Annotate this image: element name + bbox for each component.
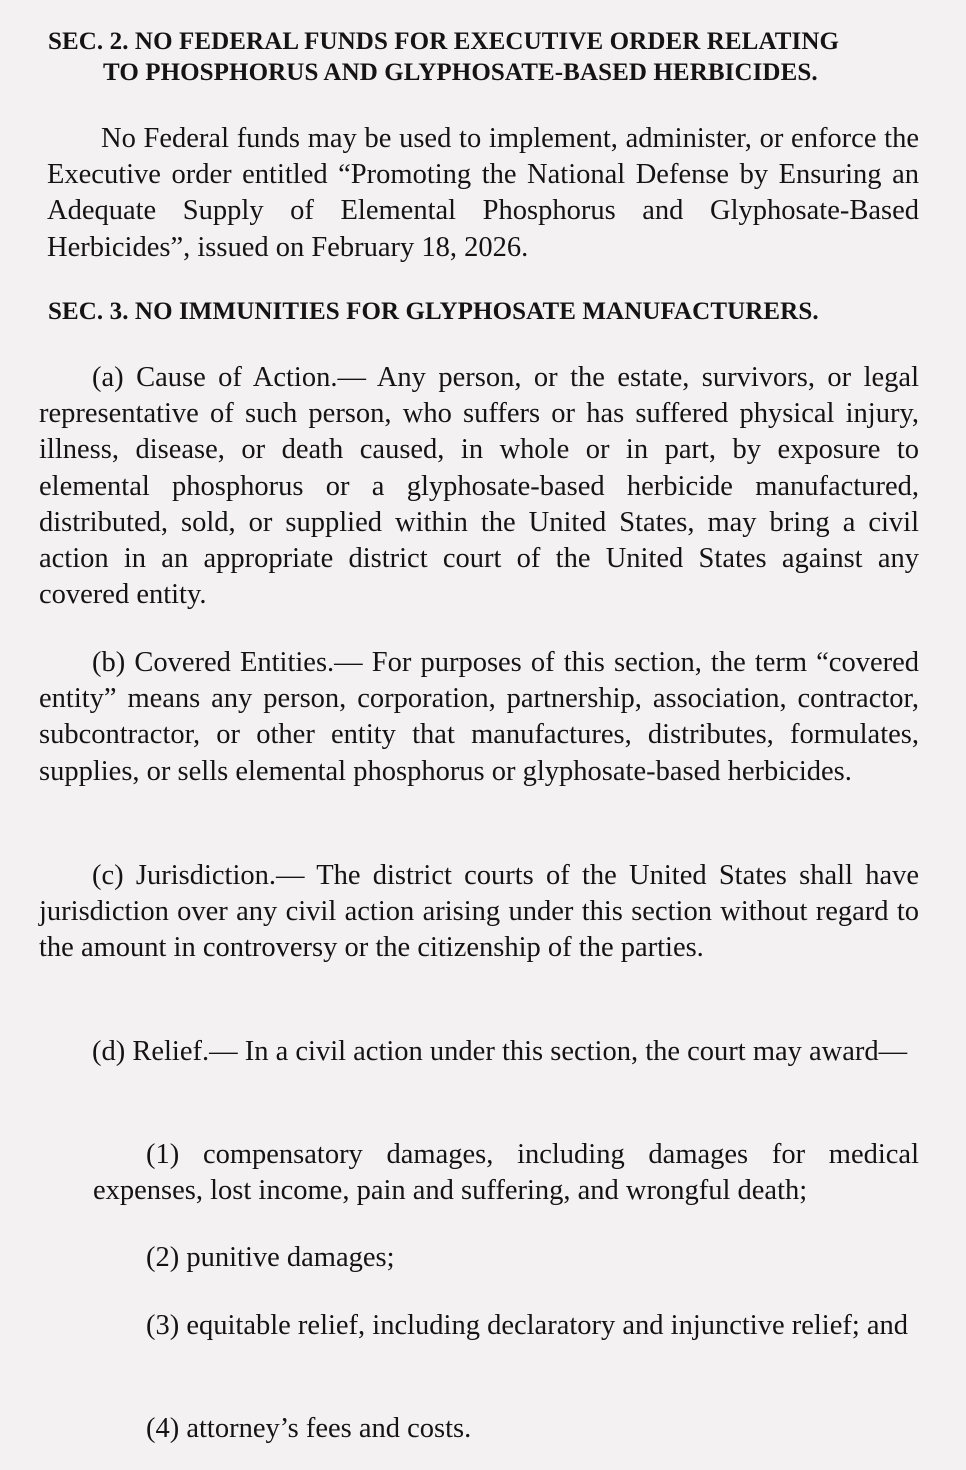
section-2-heading-line-2: TO PHOSPHORUS AND GLYPHOSATE-BASED HERBICIDES. [103,59,818,86]
subsection-b-covered-entities: (b) Covered Entities.— For purposes of this section, the term “covered entity” means any person, corporation, partnership, association, contractor, subcontractor, or other entity that manufactures, distributes, formulates, supplies, or sells elemental phosphorus or glyphosate-based herbicides. [39,647,919,787]
relief-item-3-equitable: (3) equitable relief, including declaratory and injunctive relief; and [146,1310,909,1341]
relief-item-4-fees: (4) attorney’s fees and costs. [146,1413,472,1444]
subsection-d-relief: (d) Relief.— In a civil action under this section, the court may award— [92,1036,908,1067]
section-2-body: No Federal funds may be used to implement, administer, or enforce the Executive order entitled “Promoting the National Defense by Ensuring an Adequate Supply of Elemental Phosphorus and Glyphosate-Based Herbicides”, issued on February 18, 2026. [47,123,919,263]
relief-item-1-compensatory: (1) compensatory damages, including damages for medical expenses, lost income, pain and suffering, and wrongful death; [93,1139,919,1207]
subsection-c-jurisdiction: (c) Jurisdiction.— The district courts of the United States shall have jurisdiction over any civil action arising under this section without regard to the amount in controversy or the citizenship of the parties. [39,860,919,964]
section-3-heading: SEC. 3. NO IMMUNITIES FOR GLYPHOSATE MANUFACTURERS. [48,298,819,325]
subsection-a-cause-of-action: (a) Cause of Action.— Any person, or the estate, survivors, or legal representative of such person, who suffers or has suffered physical injury, illness, disease, or death caused, in whole or in part, by exposure to elemental phosphorus or a glyphosate-based herbicide manufactured, distributed, sold, or supplied within the United States, may bring a civil action in an appropriate district court of the United States against any covered entity. [39,362,919,611]
relief-item-2-punitive: (2) punitive damages; [146,1242,395,1273]
section-2-heading-line-1: SEC. 2. NO FEDERAL FUNDS FOR EXECUTIVE ORDER RELATING [48,28,840,55]
section-2-heading [48,26,920,88]
